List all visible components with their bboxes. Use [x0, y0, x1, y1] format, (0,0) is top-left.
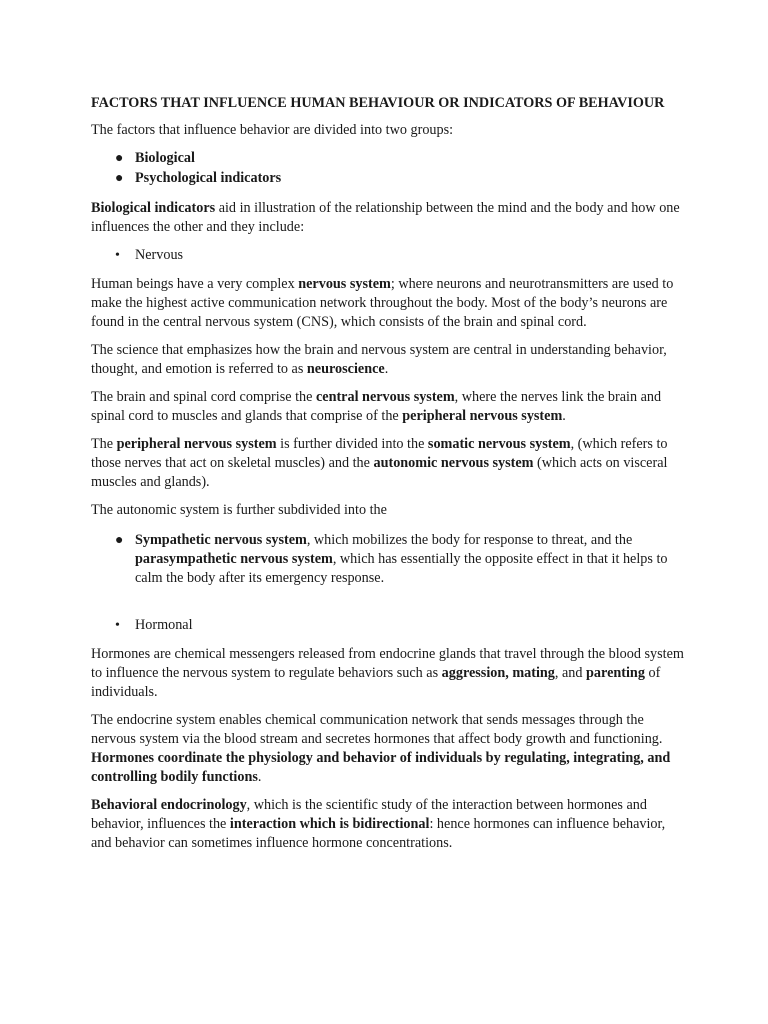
paragraph-text: , which mobilizes the body for response to threat, and the: [306, 532, 633, 548]
bold-term: central nervous system: [315, 389, 455, 405]
paragraph-text: (which acts on visceral muscles and glands).: [91, 455, 668, 490]
bold-term: somatic nervous system: [427, 436, 571, 452]
paragraph-text: aid in illustration of the relationship between the mind and the body and how one influences the other and they include:: [91, 200, 680, 235]
list-item: [91, 616, 688, 635]
paragraph-text: .: [257, 769, 262, 785]
paragraph-text: , which has essentially the opposite effect in that it helps to calm the body after its emergency response.: [135, 551, 668, 586]
bold-term: Behavioral endocrinology: [91, 797, 247, 813]
bold-term: aggression, mating: [441, 665, 555, 681]
paragraph-text: The science that emphasizes how the brain and nervous system are central in understanding behavior, thought, and emotion is referred to as: [91, 342, 667, 377]
intro-paragraph: The factors that influence behavior are divided into two groups:: [91, 122, 454, 138]
neuroscience-paragraph: [91, 341, 688, 379]
autonomic-list: [91, 531, 688, 588]
list-item: [91, 246, 688, 265]
bold-term: nervous system: [298, 276, 391, 292]
autonomic-paragraph: The autonomic system is further subdivided into the: [91, 502, 387, 518]
paragraph-text: , (which refers to those nerves that act on skeletal muscles) and the: [91, 436, 668, 471]
bold-term: interaction which is bidirectional: [229, 816, 430, 832]
paragraph-text: : hence hormones can influence behavior, and behavior can sometimes influence hormone concentrations.: [91, 816, 666, 851]
bullet-icon: ●: [115, 533, 124, 548]
paragraph-text: Human beings have a very complex: [91, 276, 299, 292]
bullet-icon: •: [115, 248, 120, 263]
groups-list: [91, 149, 688, 188]
nervous-list: [91, 246, 688, 265]
bullet-icon: ●: [115, 151, 124, 166]
bullet-label-hormonal: Hormonal: [135, 617, 193, 633]
bullet-icon: ●: [115, 171, 124, 186]
pns-paragraph: [91, 435, 688, 492]
paragraph-text: , which is the scientific study of the interaction between hormones and behavior, influences the: [91, 797, 647, 832]
bold-term: Hormones coordinate the physiology and behavior of individuals by regulating, integrating, and controlling bodily functions: [91, 750, 671, 785]
hormonal-list: [91, 616, 688, 635]
group-label-psychological: Psychological indicators: [135, 170, 282, 186]
bold-term: parasympathetic nervous system: [135, 551, 333, 567]
list-item: [91, 149, 688, 168]
paragraph-text: The brain and spinal cord comprise the: [91, 389, 316, 405]
nervous-system-paragraph: [91, 275, 688, 332]
paragraph-text: is further divided into the: [276, 436, 428, 452]
bold-term: peripheral nervous system: [402, 408, 563, 424]
bold-term: Biological indicators: [91, 200, 216, 216]
paragraph-text: .: [562, 408, 566, 424]
bold-term: Sympathetic nervous system: [135, 532, 307, 548]
cns-paragraph: [91, 388, 688, 426]
paragraph-text: The endocrine system enables chemical communication network that sends messages through the nervous system via the blood stream and secretes hormones that affect body growth and functioning.: [91, 712, 663, 747]
document-title: FACTORS THAT INFLUENCE HUMAN BEHAVIOUR OR INDICATORS OF BEHAVIOUR: [91, 95, 665, 111]
list-item: [91, 169, 688, 188]
paragraph-text: .: [384, 361, 389, 377]
paragraph-text: of individuals.: [91, 665, 661, 700]
hormones-paragraph: [91, 645, 688, 702]
paragraph-text: The: [91, 436, 117, 452]
group-label-biological: Biological: [135, 150, 195, 166]
endocrine-paragraph: [91, 711, 688, 787]
bold-term: parenting: [586, 665, 645, 681]
bullet-label-nervous: Nervous: [135, 247, 184, 263]
paragraph-text: Hormones are chemical messengers released from endocrine glands that travel through the blood system to influence the nervous system to regulate behaviors such as: [91, 646, 684, 681]
bullet-icon: •: [115, 618, 120, 633]
paragraph-text: , where the nerves link the brain and spinal cord to muscles and glands that comprise of the: [91, 389, 662, 424]
bold-term: peripheral nervous system: [116, 436, 277, 452]
behavioral-endocrinology-paragraph: [91, 796, 688, 853]
bold-term: neuroscience: [306, 361, 385, 377]
paragraph-text: , and: [554, 665, 587, 681]
paragraph-text: ; where neurons and neurotransmitters are used to make the highest active communication network throughout the body. Most of the body’s neurons are found in the central nervous system (CNS), which consists of the brain and spinal cord.: [91, 276, 674, 330]
biological-indicators-paragraph: [91, 199, 688, 237]
bold-term: autonomic nervous system: [373, 455, 534, 471]
list-item: [91, 531, 688, 588]
blank-line: [91, 588, 688, 616]
